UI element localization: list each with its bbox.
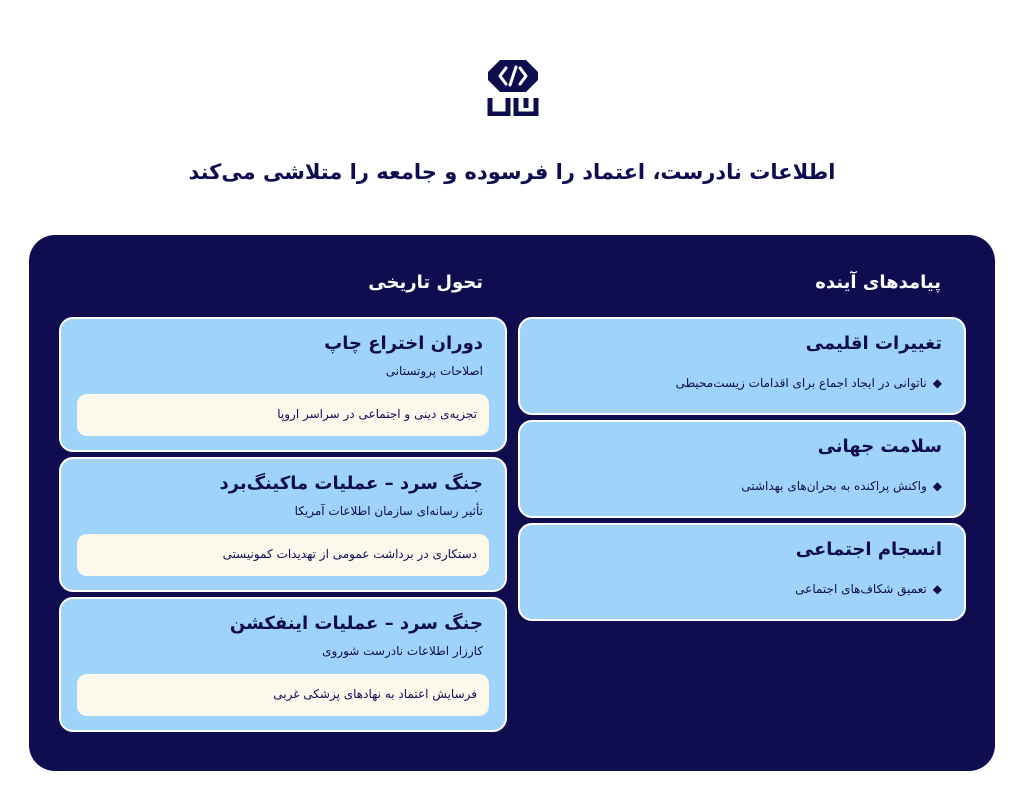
card-title: دوران اختراع چاپ: [324, 333, 483, 354]
card-subtitle: کارزار اطلاعات نادرست شوروی: [322, 644, 483, 658]
diagram-panel: [29, 235, 995, 771]
card-bullet: ◆واکنش پراکنده به بحران‌های بهداشتی: [741, 479, 942, 493]
card-subtitle: اصلاحات پروتستانی: [385, 364, 483, 378]
card-bullet: ◆ناتوانی در ایجاد اجماع برای اقدامات زیست‌محیطی: [675, 376, 942, 390]
future-card: [518, 420, 966, 518]
card-bullet: ◆تعمیق شکاف‌های اجتماعی: [795, 582, 942, 596]
card-title: تغییرات اقلیمی: [805, 333, 942, 354]
card-detail: دستکاری در برداشت عمومی از تهدیدات کمونیستی: [222, 547, 477, 561]
card-detail-box: [77, 394, 489, 436]
diamond-bullet-icon: ◆: [932, 479, 942, 493]
card-detail: فرسایش اعتماد به نهادهای پزشکی غربی: [273, 687, 477, 701]
card-title: سلامت جهانی: [817, 436, 942, 457]
diamond-bullet-icon: ◆: [932, 376, 942, 390]
card-subtitle: تأثیر رسانه‌ای سازمان اطلاعات آمریکا: [294, 504, 483, 518]
card-detail: تجزیه‌ی دینی و اجتماعی در سراسر اروپا: [277, 407, 477, 421]
card-title: جنگ سرد – عملیات ماکینگ‌برد: [219, 473, 483, 494]
diamond-bullet-icon: ◆: [932, 582, 942, 596]
history-column-title: تحول تاریخی: [368, 272, 483, 293]
card-detail-box: [77, 674, 489, 716]
history-card: [59, 317, 507, 452]
card-title: جنگ سرد – عملیات اینفکشن: [229, 613, 483, 634]
card-detail-box: [77, 534, 489, 576]
page-title: اطلاعات نادرست، اعتماد را فرسوده و جامعه را متلاشی می‌کند: [188, 160, 836, 184]
history-card: [59, 597, 507, 732]
future-card: [518, 523, 966, 621]
future-column-title: پیامدهای آینده: [815, 272, 941, 293]
card-title: انسجام اجتماعی: [795, 539, 942, 560]
future-card: [518, 317, 966, 415]
history-card: [59, 457, 507, 592]
logo-icon: [486, 58, 540, 116]
